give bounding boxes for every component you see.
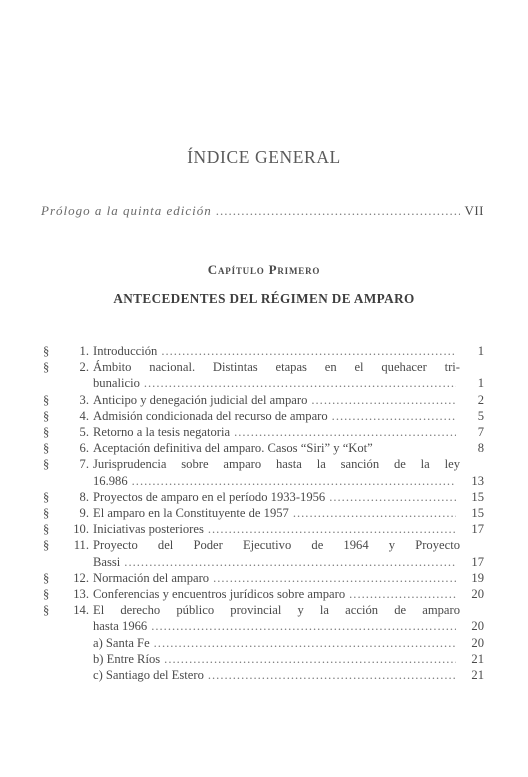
entry-page-number: 20 (471, 635, 484, 650)
toc-entry[interactable] (43, 521, 484, 537)
toc-prologo-entry[interactable] (41, 203, 484, 219)
entry-page-number: 8 (477, 441, 484, 456)
entry-text: hasta 1966 (93, 619, 148, 634)
toc-entry[interactable] (43, 570, 484, 586)
entry-page-number: 21 (471, 651, 484, 666)
section-symbol: § (43, 538, 50, 553)
entry-page-number: 15 (471, 506, 484, 521)
toc-entry[interactable] (43, 424, 484, 440)
section-number: 13. (73, 587, 89, 602)
dot-leader (144, 375, 456, 391)
toc-entry[interactable] (43, 667, 484, 683)
section-number: 5. (79, 425, 89, 440)
dot-leader (216, 203, 461, 219)
chapter-title: ANTECEDENTES DEL RÉGIMEN DE AMPARO (113, 291, 415, 306)
toc-entry[interactable] (43, 602, 484, 634)
entry-text: b) Entre Ríos (93, 651, 161, 666)
section-symbol: § (43, 392, 50, 407)
entry-page-number: 1 (477, 344, 484, 358)
section-number: 12. (73, 570, 89, 585)
section-number: 9. (79, 506, 89, 521)
dot-leader (311, 392, 456, 408)
section-number: 7. (79, 457, 89, 472)
section-symbol: § (43, 522, 50, 537)
section-number: 14. (73, 603, 89, 618)
entry-text: Normación del amparo (93, 570, 210, 585)
dot-leader (208, 521, 456, 537)
toc-entry[interactable] (43, 537, 484, 569)
page-title: ÍNDICE GENERAL (187, 147, 341, 167)
entry-text: Admisión condicionada del recurso de amparo (93, 408, 328, 423)
toc-entry[interactable] (43, 392, 484, 408)
section-symbol: § (43, 360, 50, 375)
entry-page-number: 2 (477, 392, 484, 407)
section-number: 3. (79, 392, 89, 407)
toc-entry[interactable] (43, 343, 484, 359)
section-symbol: § (43, 489, 50, 504)
entry-page-number: 1 (477, 376, 484, 391)
dot-leader (349, 586, 456, 602)
entry-text: a) Santa Fe (93, 635, 150, 650)
entry-text: Introducción (93, 344, 158, 358)
entry-text-line: Proyecto del Poder Ejecutivo de 1964 y Proyecto (93, 538, 460, 553)
toc-entry[interactable] (43, 456, 484, 488)
entry-text: 16.986 (93, 473, 128, 488)
section-number: 11. (73, 538, 89, 553)
section-number: 4. (79, 408, 89, 423)
dot-leader (164, 651, 456, 667)
section-number: 8. (79, 489, 89, 504)
section-symbol: § (43, 425, 50, 440)
toc-entry[interactable] (43, 359, 484, 391)
entry-text: Iniciativas posteriores (93, 522, 204, 537)
dot-leader (132, 473, 456, 489)
section-number: 1. (79, 344, 89, 358)
toc-entry[interactable] (43, 408, 484, 424)
entry-text: Bassi (93, 554, 121, 569)
toc-entry[interactable] (43, 489, 484, 505)
section-symbol: § (43, 506, 50, 521)
entry-text: bunalicio (93, 376, 140, 391)
dot-leader (208, 667, 456, 683)
entry-page-number: 21 (471, 668, 484, 683)
dot-leader (234, 424, 456, 440)
chapter-label: Capítulo Primero (207, 262, 321, 277)
entry-text-line: Ámbito nacional. Distintas etapas en el quehacer tri- (93, 360, 460, 375)
section-symbol: § (43, 570, 50, 585)
toc-entry[interactable] (43, 651, 484, 667)
section-symbol: § (43, 603, 50, 618)
section-number: 6. (79, 441, 89, 456)
entry-text: c) Santiago del Estero (93, 668, 204, 683)
entry-page-number: 20 (471, 587, 484, 602)
toc-list (43, 343, 484, 683)
dot-leader (332, 408, 456, 424)
section-number: 10. (73, 522, 89, 537)
section-symbol: § (43, 441, 50, 456)
entry-page-number: 15 (471, 489, 484, 504)
dot-leader (161, 343, 456, 359)
entry-page-number: 17 (471, 554, 484, 569)
section-symbol: § (43, 587, 50, 602)
section-number: 2. (79, 360, 89, 375)
entry-text: Proyectos de amparo en el período 1933-1956 (93, 489, 326, 504)
section-symbol: § (43, 344, 50, 358)
section-symbol: § (43, 408, 50, 423)
entry-text-line: Jurisprudencia sobre amparo hasta la sanción de la ley (93, 457, 460, 472)
dot-leader (213, 570, 456, 586)
dot-leader (151, 618, 456, 634)
entry-page-number: 20 (471, 619, 484, 634)
dot-leader (329, 489, 456, 505)
toc-entry[interactable] (43, 635, 484, 651)
entry-text-line: El derecho público provincial y la acción de amparo (93, 603, 460, 618)
dot-leader (124, 554, 456, 570)
entry-text: El amparo en la Constituyente de 1957 (93, 506, 289, 521)
entry-page-number: 7 (477, 425, 484, 440)
dot-leader (154, 635, 456, 651)
entry-page-number: 19 (471, 570, 484, 585)
entry-page-number: 17 (471, 522, 484, 537)
entry-text: Aceptación definitiva del amparo. Casos “Siri” y “Kot” (93, 441, 373, 456)
section-symbol: § (43, 457, 50, 472)
entry-page-number: 5 (477, 408, 484, 423)
entry-text: Conferencias y encuentros jurídicos sobre amparo (93, 587, 346, 602)
toc-entry[interactable] (43, 586, 484, 602)
dot-leader (293, 505, 456, 521)
toc-entry[interactable] (43, 440, 484, 456)
toc-entry[interactable] (43, 505, 484, 521)
entry-page-number: 13 (471, 473, 484, 488)
prologo-page: VII (464, 203, 484, 218)
entry-text: Retorno a la tesis negatoria (93, 425, 231, 440)
entry-text: Anticipo y denegación judicial del amparo (93, 392, 308, 407)
prologo-label: Prólogo a la quinta edición (41, 203, 212, 218)
